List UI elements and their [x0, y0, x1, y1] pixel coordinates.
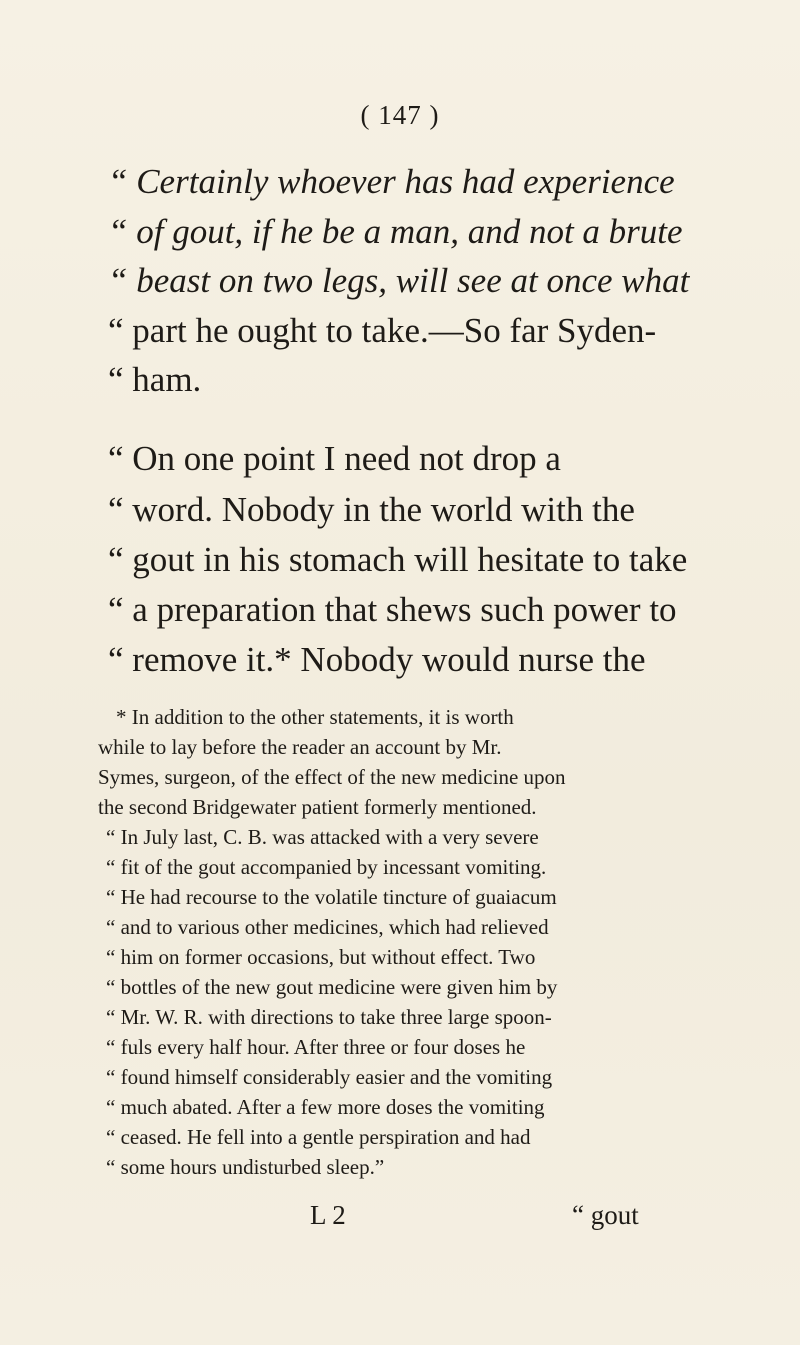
text-line: “ of gout, if he be a man, and not a brute: [108, 212, 683, 251]
text-line: “ gout in his stomach will hesitate to take: [108, 540, 688, 579]
footnote-line: * In addition to the other statements, it is worth: [116, 705, 514, 729]
text-line: “ word. Nobody in the world with the: [108, 490, 635, 529]
text-line: “ Certainly whoever has had experience: [108, 162, 675, 201]
text-line: “ a preparation that shews such power to: [108, 590, 677, 629]
footnote-line: “ him on former occasions, but without effect. Two: [106, 945, 536, 969]
text-line: “ On one point I need not drop a: [108, 439, 561, 478]
catchword: “ gout: [572, 1200, 639, 1230]
footnote-line: “ some hours undisturbed sleep.”: [106, 1155, 385, 1179]
footnote-line: “ Mr. W. R. with directions to take three large spoon-: [106, 1005, 552, 1029]
footnote-line: the second Bridgewater patient formerly mentioned.: [98, 795, 537, 819]
text-line: “ remove it.* Nobody would nurse the: [108, 640, 646, 679]
signature-mark: L 2: [310, 1200, 346, 1230]
footnote-line: while to lay before the reader an account by Mr.: [98, 735, 502, 759]
footnote-line: “ fit of the gout accompanied by incessant vomiting.: [106, 855, 547, 879]
text-line: “ part he ought to take.—So far Syden-: [108, 311, 657, 350]
text-line: “ ham.: [108, 360, 202, 399]
footnote-line: “ bottles of the new gout medicine were given him by: [106, 975, 558, 999]
footnote-line: “ found himself considerably easier and the vomiting: [106, 1065, 553, 1089]
footnote-line: “ In July last, C. B. was attacked with a very severe: [106, 825, 539, 849]
footnote-line: “ fuls every half hour. After three or four doses he: [106, 1035, 526, 1059]
footnote-line: “ He had recourse to the volatile tincture of guaiacum: [106, 885, 557, 909]
text-line: “ beast on two legs, will see at once what: [108, 261, 690, 300]
footnote-line: “ ceased. He fell into a gentle perspiration and had: [106, 1125, 531, 1149]
footnote-line: “ and to various other medicines, which had relieved: [106, 915, 549, 939]
page-number: ( 147 ): [360, 100, 440, 130]
footnote-line: Symes, surgeon, of the effect of the new medicine upon: [98, 765, 566, 789]
footnote-line: “ much abated. After a few more doses the vomiting: [106, 1095, 545, 1119]
